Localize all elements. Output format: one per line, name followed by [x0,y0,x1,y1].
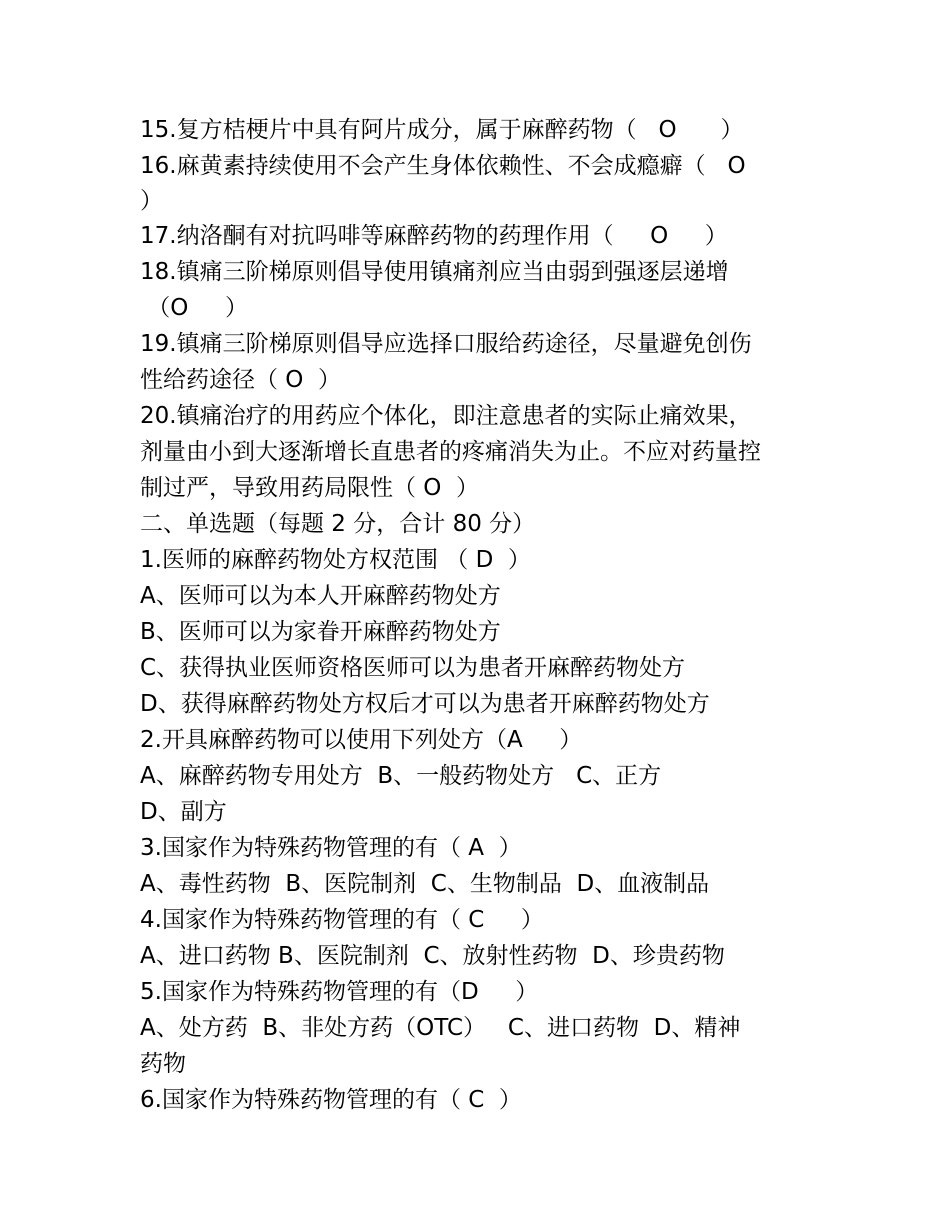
mc1-question: 1.医师的麻醉药物处方权范围 （ D ） [140,547,531,573]
mc4-question: 4.国家作为特殊药物管理的有（ C ） [140,907,544,933]
document-page [140,112,820,1118]
mc3-question: 3.国家作为特殊药物管理的有（ A ） [140,835,522,861]
mc2-question: 2.开具麻醉药物可以使用下列处方（A ） [140,727,583,753]
q17-text: 17.纳洛酮有对抗吗啡等麻醉药物的药理作用（ O ） [140,223,728,249]
mc4-options: A、进口药物 B、医院制剂 C、放射性药物 D、珍贵药物 [140,943,725,969]
q20-text-cont-1: 剂量由小到大逐渐增长直患者的疼痛消失为止。不应对药量控 [140,439,761,465]
q19-text-cont: 性给药途径（ O ） [140,367,342,393]
mc1-option-a: A、医师可以为本人开麻醉药物处方 [140,583,501,609]
mc6-question: 6.国家作为特殊药物管理的有（ C ） [140,1087,522,1113]
q20-text-cont-2: 制过严，导致用药局限性（ O ） [140,475,480,501]
q15-text: 15.复方桔梗片中具有阿片成分，属于麻醉药物（ O ） [140,117,744,143]
mc1-option-c: C、获得执业医师资格医师可以为患者开麻醉药物处方 [140,655,686,681]
mc3-options: A、毒性药物 B、医院制剂 C、生物制品 D、血液制品 [140,871,710,897]
mc2-options: A、麻醉药物专用处方 B、一般药物处方 C、正方 [140,763,662,789]
mc1-option-b: B、医师可以为家眷开麻醉药物处方 [140,619,501,645]
mc1-option-d: D、获得麻醉药物处方权后才可以为患者开麻醉药物处方 [140,691,710,717]
mc5-options: A、处方药 B、非处方药（OTC） C、进口药物 D、精神 [140,1015,741,1041]
q19-text: 19.镇痛三阶梯原则倡导应选择口服给药途径，尽量避免创伤 [140,331,752,357]
q20-text: 20.镇痛治疗的用药应个体化，即注意患者的实际止痛效果， [140,403,752,429]
q18-text: 18.镇痛三阶梯原则倡导使用镇痛剂应当由弱到强逐层递增 [140,259,729,285]
mc2-option-d: D、副方 [140,799,227,825]
mc5-question: 5.国家作为特殊药物管理的有（D ） [140,979,539,1005]
mc5-options-cont: 药物 [140,1051,186,1077]
q16-text-cont: ） [140,188,163,214]
q18-text-cont: （O ） [140,295,248,321]
section-heading-single-choice: 二、单选题（每题 2 分，合计 80 分） [140,511,536,537]
q16-text: 16.麻黄素持续使用不会产生身体依赖性、不会成瘾癖（ O [140,153,746,179]
